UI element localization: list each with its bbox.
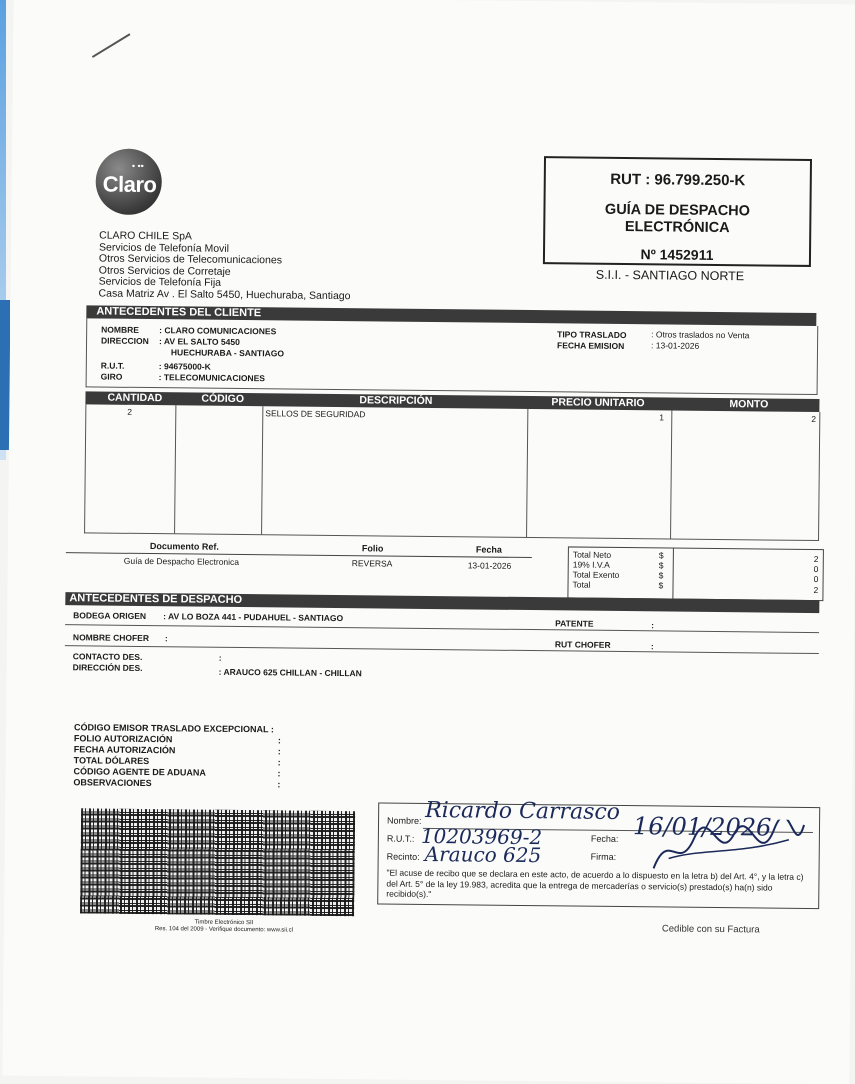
- sii-office: S.I.I. - SANTIAGO NORTE: [595, 267, 745, 284]
- ref-doc-header: Documento Ref.: [149, 541, 219, 552]
- timbre-text: [124, 919, 324, 935]
- rut-label: R.U.T.: [100, 360, 125, 371]
- client-box: [86, 318, 819, 395]
- giro-label: GIRO: [100, 371, 123, 382]
- company-line: Servicios de Telefonía Fija: [98, 275, 222, 289]
- excep-label: FOLIO AUTORIZACIÓN: [73, 733, 173, 745]
- tipo-traslado-label: TIPO TRASLADO: [557, 329, 627, 341]
- excep-colon: :: [277, 779, 281, 790]
- fecha-emision-label: FECHA EMISION: [556, 340, 625, 352]
- nombre-handwritten: Ricardo Carrasco: [425, 797, 621, 825]
- cedible-note: Cedible con su Factura: [661, 923, 760, 936]
- total-label: Total: [572, 579, 591, 590]
- nombre-label: NOMBRE: [101, 324, 140, 335]
- company-line: Casa Matriz Av . El Salto 5450, Huechuraba, Santiago: [98, 287, 351, 302]
- issuer-rut: RUT : 96.799.250-K: [610, 170, 746, 190]
- col-cantidad: CANTIDAD: [107, 391, 163, 405]
- rut-value: : 94675000-K: [158, 361, 211, 372]
- excep-label: TOTAL DÓLARES: [73, 755, 150, 767]
- rut-box: [543, 156, 812, 267]
- client-header: ANTECEDENTES DEL CLIENTE: [86, 305, 816, 326]
- recinto-handwritten: Arauco 625: [424, 841, 542, 868]
- rut-chofer-label: RUT CHOFER: [554, 639, 611, 650]
- direccion-des-value: : ARAUCO 625 CHILLAN - CHILLAN: [218, 666, 362, 679]
- patente-label: PATENTE: [555, 618, 594, 629]
- bodega-label: BODEGA ORIGEN: [73, 610, 147, 622]
- despacho-header: ANTECEDENTES DE DESPACHO: [65, 592, 819, 613]
- excep-colon: :: [277, 768, 281, 779]
- col-monto: MONTO: [729, 398, 769, 411]
- timbre-line: Res. 104 del 2009 - Verifique documento: www.sii.cl: [154, 926, 293, 934]
- excep-label: CÓDIGO AGENTE DE ADUANA: [73, 766, 206, 778]
- total-value: 0: [813, 564, 819, 575]
- total-label: Total Neto: [572, 549, 612, 560]
- direccion-value: : AV EL SALTO 5450: [159, 336, 240, 347]
- excep-label: FECHA AUTORIZACIÓN: [73, 744, 176, 756]
- tipo-traslado-value: : Otros traslados no Venta: [651, 329, 750, 341]
- logo-text: Claro: [102, 171, 157, 198]
- nombre-recibo-label: Nombre:: [387, 815, 422, 826]
- divider: [65, 624, 819, 633]
- excep-label: OBSERVACIONES: [73, 777, 152, 789]
- excepcional-block: [73, 722, 281, 790]
- row-descripcion: SELLOS DE SEGURIDAD: [265, 408, 366, 420]
- firma-label: Firma:: [590, 851, 617, 862]
- excep-colon: :: [277, 746, 281, 757]
- bodega-value: : AV LO BOZA 441 - PUDAHUEL - SANTIAGO: [163, 611, 344, 624]
- excep-label: CÓDIGO EMISOR TRASLADO EXCEPCIONAL :: [73, 722, 274, 735]
- direccion-des-label: DIRECCIÓN DES.: [72, 662, 143, 673]
- total-currency: $: [658, 560, 664, 571]
- company-name: CLARO CHILE SpA: [99, 229, 193, 243]
- pdf417-barcode: [80, 808, 355, 916]
- contacto-label: CONTACTO DES.: [72, 651, 143, 662]
- doc-number: Nº 1452911: [640, 246, 714, 263]
- pen-mark: [92, 33, 131, 58]
- total-label: 19% I.V.A: [572, 559, 610, 570]
- row-monto: 2: [811, 413, 817, 425]
- fecha-emision-value: : 13-01-2026: [650, 340, 700, 351]
- rut-recibo-label: R.U.T.:: [386, 833, 415, 844]
- recinto-label: Recinto:: [386, 851, 420, 862]
- total-currency: $: [658, 580, 664, 591]
- excep-colon: :: [277, 735, 281, 746]
- totals-box: [567, 546, 824, 601]
- ref-folio-header: Folio: [361, 543, 384, 554]
- row-cantidad: 2: [127, 406, 133, 417]
- rut-handwritten: 10203969-2: [420, 823, 543, 850]
- col-precio: PRECIO UNITARIO: [551, 396, 645, 410]
- fecha-recibo-label: Fecha:: [590, 833, 619, 844]
- timbre-line: Timbre Electrónico SII: [194, 919, 254, 927]
- fecha-handwritten: 16/01/2026: [632, 812, 772, 842]
- ref-fecha-header: Fecha: [475, 544, 502, 555]
- giro-value: : TELECOMUNICACIONES: [158, 372, 265, 384]
- rut-chofer-value: :: [650, 641, 654, 652]
- acuse-recibo-box: [377, 797, 820, 909]
- doc-title-line2: ELECTRÓNICA: [624, 219, 730, 237]
- document-page: [2, 0, 855, 1084]
- logo-dots-icon: • ••: [131, 160, 144, 171]
- items-body: [84, 404, 820, 541]
- direccion-value-2: HUECHURABA - SANTIAGO: [170, 347, 285, 359]
- col-codigo: CÓDIGO: [201, 392, 245, 406]
- chofer-label: NOMBRE CHOFER: [72, 632, 150, 644]
- totals-divider: [672, 549, 674, 599]
- direccion-label: DIRECCION: [101, 335, 149, 347]
- total-currency: $: [658, 570, 664, 581]
- row-precio: 1: [659, 412, 665, 423]
- company-info: [99, 231, 352, 303]
- acuse-legal-text: "El acuse de recibo que se declara en este acto, de acuerdo a lo dispuesto en la letra b) del Art. 4°, y la letra c) del Art. 5° de la ley 19.983, acredita que la entrega de mercaderías o servicio(s) prestado(s) ha(n) sido recibido(s).": [386, 867, 804, 900]
- excep-row: [73, 777, 281, 790]
- ref-fecha: 13-01-2026: [467, 560, 512, 571]
- total-value: 0: [813, 574, 819, 585]
- chofer-value: :: [164, 633, 168, 644]
- doc-title: [545, 201, 809, 238]
- company-line: Servicios de Telefonía Movil: [98, 241, 230, 255]
- patente-value: :: [651, 620, 655, 631]
- col-descripcion: DESCRIPCIÓN: [359, 394, 433, 408]
- total-currency: $: [658, 550, 664, 561]
- nombre-value: : CLARO COMUNICACIONES: [159, 325, 277, 337]
- company-line: Otros Servicios de Corretaje: [98, 264, 231, 278]
- ref-folio: REVERSA: [351, 558, 393, 569]
- excep-colon: :: [277, 757, 281, 768]
- contacto-value: :: [218, 652, 222, 663]
- total-label: Total Exento: [572, 569, 620, 580]
- despacho-fields: [64, 607, 819, 695]
- doc-title-line1: GUÍA DE DESPACHO: [604, 201, 751, 220]
- company-line: Otros Servicios de Telecomunicaciones: [98, 252, 283, 267]
- divider: [65, 645, 819, 654]
- total-value: 2: [813, 554, 819, 565]
- items-table: [84, 391, 819, 541]
- ref-doc: Guía de Despacho Electronica: [123, 555, 240, 567]
- total-value: 2: [813, 585, 819, 596]
